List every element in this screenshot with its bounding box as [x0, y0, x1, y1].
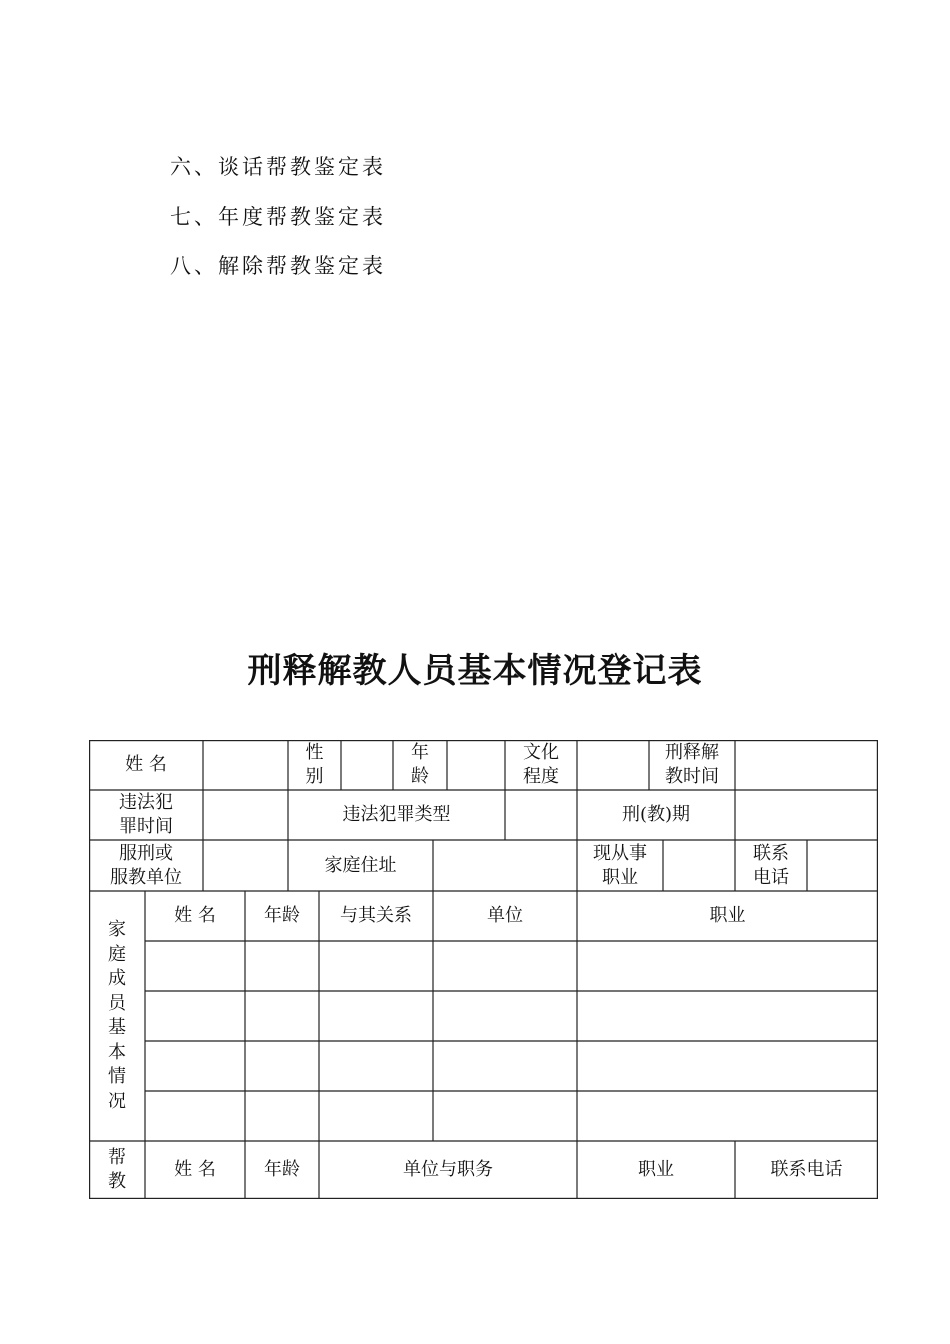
- unit-field[interactable]: [203, 840, 288, 891]
- helper-age-header: 年龄: [264, 1159, 300, 1180]
- helper-section-label: 帮教: [108, 1146, 126, 1192]
- age-label: 年 龄: [411, 742, 429, 787]
- family-row[interactable]: [145, 1091, 878, 1141]
- sentence-label: 刑(教)期: [621, 804, 691, 825]
- form-title: 刑释解教人员基本情况登记表: [247, 651, 703, 691]
- family-relation-header: 与其关系: [340, 905, 412, 926]
- crime-time-field[interactable]: [203, 790, 288, 840]
- family-row[interactable]: [145, 1041, 878, 1091]
- occupation-field[interactable]: [663, 840, 735, 891]
- family-row[interactable]: [145, 941, 878, 991]
- phone-field[interactable]: [807, 840, 878, 891]
- crime-type-field[interactable]: [505, 790, 577, 840]
- education-field[interactable]: [577, 740, 649, 790]
- unit-label: 服刑或 服教单位: [110, 842, 182, 888]
- address-label: 家庭住址: [324, 854, 397, 876]
- helper-unit-position-header: 单位与职务: [403, 1159, 493, 1180]
- address-field[interactable]: [433, 840, 577, 891]
- occupation-label: 现从事 职业: [593, 842, 647, 888]
- family-age-header: 年龄: [264, 905, 300, 926]
- family-unit-header: 单位: [487, 905, 523, 926]
- name-label: 姓 名: [125, 754, 167, 775]
- name-field[interactable]: [203, 740, 288, 790]
- age-field[interactable]: [447, 740, 505, 790]
- crime-time-label: 违法犯 罪时间: [119, 792, 173, 837]
- crime-type-label: 违法犯罪类型: [342, 804, 451, 825]
- contents-item: 六、谈话帮教鉴定表: [170, 155, 386, 179]
- helper-name-header: 姓 名: [174, 1159, 216, 1180]
- helper-phone-header: 联系电话: [770, 1159, 843, 1180]
- family-occupation-header: 职业: [709, 905, 746, 926]
- family-row[interactable]: [145, 991, 878, 1041]
- family-section-label: 家庭成员基本情况: [108, 919, 126, 1112]
- family-name-header: 姓 名: [174, 905, 216, 926]
- contents-list: [170, 150, 386, 299]
- release-time-label: 刑释解 教时间: [665, 742, 719, 787]
- gender-field[interactable]: [341, 740, 393, 790]
- gender-label: 性 别: [305, 742, 324, 787]
- education-label: 文化 程度: [523, 742, 559, 787]
- sentence-field[interactable]: [735, 790, 878, 840]
- helper-occupation-header: 职业: [638, 1159, 674, 1180]
- phone-label: 联系 电话: [753, 842, 789, 888]
- contents-item: 七、年度帮教鉴定表: [170, 204, 386, 229]
- contents-item: 八、解除帮教鉴定表: [170, 254, 386, 278]
- release-time-field[interactable]: [735, 740, 878, 790]
- registration-form: [89, 740, 878, 1199]
